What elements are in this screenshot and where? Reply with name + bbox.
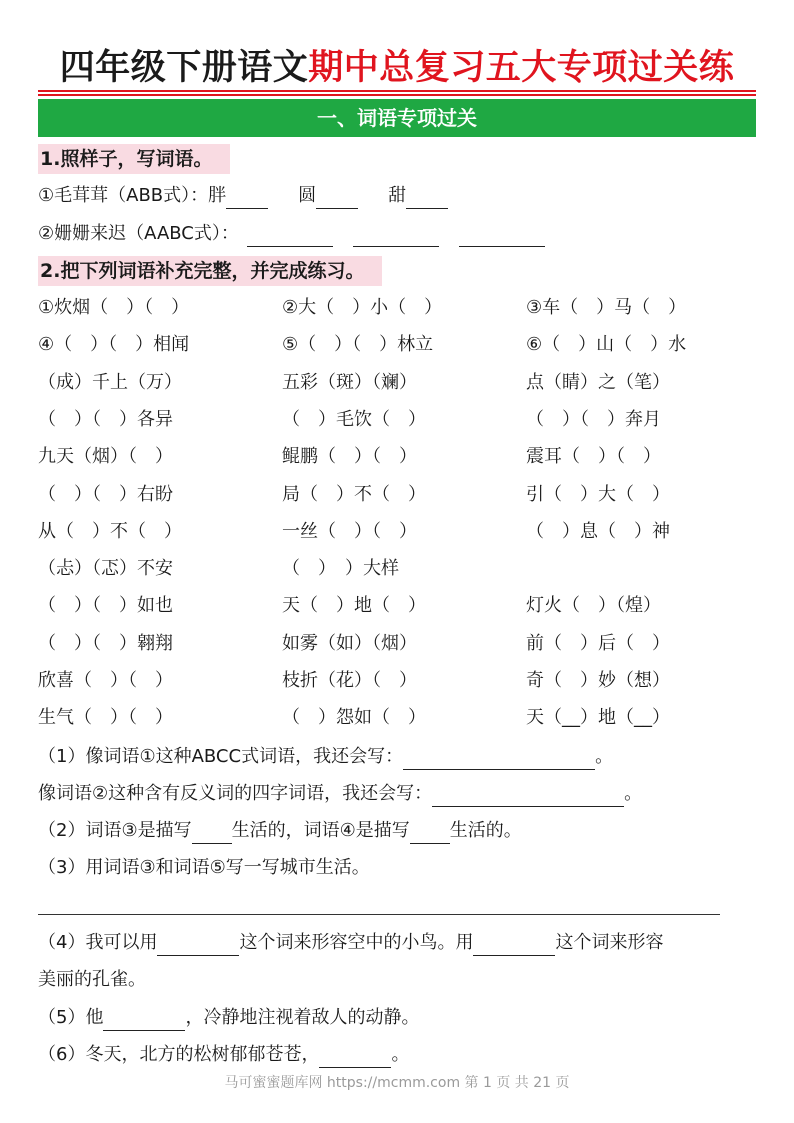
idiom-cell[interactable]: 欣喜（ ）（ ） (38, 670, 173, 691)
idiom-cell[interactable]: （忐）（忑）不安 (38, 558, 173, 579)
exercise-6 (38, 1042, 409, 1068)
exercise-5-text-b: ，冷静地注视着敌人的动静。 (185, 1007, 420, 1028)
idiom-cell[interactable]: （ ）毛饮（ ） (282, 409, 426, 430)
title-black: 四年级下册语文 (59, 48, 309, 88)
exercise-4 (38, 930, 663, 956)
idiom-cell[interactable]: （ ） ）大样 (282, 558, 399, 579)
answer-blank[interactable] (459, 226, 545, 247)
idiom-cell[interactable]: 前（ ）后（ ） (526, 633, 670, 654)
idiom-cell[interactable]: 点（睛）之（笔） (526, 372, 670, 393)
idiom-cell[interactable]: 一丝（ ）（ ） (282, 521, 417, 542)
answer-blank[interactable] (319, 1047, 391, 1068)
answer-blank[interactable] (432, 786, 624, 807)
question-1-line-2 (38, 221, 545, 247)
exercise-4-text-b: 这个词来形容空中的小鸟。用 (239, 932, 474, 953)
exercise-5 (38, 1005, 419, 1031)
idiom-cell[interactable]: （ ）息（ ）神 (526, 521, 670, 542)
idiom-cell[interactable]: 五彩（斑）（斓） (282, 372, 417, 393)
title-underline-top (38, 90, 756, 92)
idiom-cell[interactable]: ①炊烟（ ）（ ） (38, 297, 190, 318)
title-red: 期中总复习五大专项过关练 (308, 48, 735, 88)
idiom-cell[interactable]: （ ）（ ）翱翔 (38, 633, 173, 654)
exercise-2-text-c: 生活的。 (449, 820, 522, 841)
title-underline-bottom (38, 94, 756, 96)
exercise-6-text-a: （6）冬天，北方的松树郁郁苍苍， (38, 1044, 320, 1065)
idiom-cell[interactable]: ②大（ ）小（ ） (282, 297, 443, 318)
idiom-cell[interactable]: 引（ ）大（ ） (526, 484, 670, 505)
idiom-cell[interactable]: 枝折（花）（ ） (282, 670, 417, 691)
answer-blank[interactable] (403, 749, 595, 770)
exercise-4-text-a: （4）我可以用 (38, 932, 158, 953)
answer-blank[interactable] (410, 823, 450, 844)
answer-blank[interactable] (406, 188, 448, 209)
idiom-cell[interactable]: （ ）（ ）如也 (38, 595, 173, 616)
page-title (0, 44, 794, 92)
answer-blank[interactable] (157, 935, 239, 956)
aabc-prefix: ②姗姗来迟（AABC式）： (38, 223, 239, 244)
idiom-cell[interactable]: 鲲鹏（ ）（ ） (282, 446, 417, 467)
exercise-6-text-b: 。 (391, 1044, 410, 1065)
exercise-2 (38, 818, 522, 844)
exercise-1b-end: 。 (624, 783, 643, 804)
answer-blank[interactable] (473, 935, 555, 956)
idiom-cell[interactable]: （ ）（ ）奔月 (526, 409, 661, 430)
exercise-4-text-c: 这个词来形容 (555, 932, 664, 953)
writing-line[interactable] (38, 914, 720, 915)
abb-item-2: 圆 (298, 185, 317, 206)
idiom-cell[interactable]: 生气（ ）（ ） (38, 707, 173, 728)
idiom-cell[interactable]: 灯火（ ）（煌） (526, 595, 661, 616)
exercise-1b (38, 781, 642, 807)
exercise-4-cont: 美丽的孔雀。 (38, 969, 146, 990)
answer-blank[interactable] (247, 226, 333, 247)
answer-blank[interactable] (316, 188, 358, 209)
exercise-1b-text: 像词语②这种含有反义词的四字词语，我还会写： (38, 783, 433, 804)
answer-blank[interactable] (226, 188, 268, 209)
idiom-cell[interactable]: 九天（烟）（ ） (38, 446, 173, 467)
abb-prefix: ①毛茸茸（ABB式）： (38, 185, 209, 206)
idiom-cell[interactable]: 天（ ）地（ ） (282, 595, 426, 616)
idiom-cell[interactable]: （ ）（ ）右盼 (38, 484, 173, 505)
idiom-cell[interactable]: 震耳（ ）（ ） (526, 446, 661, 467)
idiom-cell[interactable]: 如雾（如）（烟） (282, 633, 417, 654)
answer-blank[interactable] (353, 226, 439, 247)
section-header: 一、词语专项过关 (38, 99, 756, 137)
idiom-cell[interactable]: 从（ ）不（ ） (38, 521, 182, 542)
idiom-cell[interactable]: ④（ ）（ ）相闻 (38, 334, 190, 355)
exercise-1a (38, 744, 613, 770)
answer-blank[interactable] (103, 1010, 185, 1031)
abb-item-3: 甜 (388, 185, 407, 206)
exercise-2-text-a: （2）词语③是描写 (38, 820, 192, 841)
exercise-1a-end: 。 (595, 746, 614, 767)
idiom-cell[interactable]: ⑥（ ）山（ ）水 (526, 334, 687, 355)
idiom-cell[interactable]: ③车（ ）马（ ） (526, 297, 687, 318)
exercise-3: （3）用词语③和词语⑤写一写城市生活。 (38, 857, 370, 878)
page-footer: 马可蜜蜜题库网 https://mcmm.com 第 1 页 共 21 页 (224, 1075, 570, 1091)
exercise-2-text-b: 生活的，词语④是描写 (231, 820, 410, 841)
abb-item-1: 胖 (208, 185, 227, 206)
question-1-heading: 1.照样子，写词语。 (38, 144, 230, 174)
question-2-heading: 2.把下列词语补充完整，并完成练习。 (38, 256, 382, 286)
idiom-cell[interactable]: ⑤（ ）（ ）林立 (282, 334, 434, 355)
question-1-line-1 (38, 183, 448, 209)
idiom-cell[interactable]: （ ）（ ）各异 (38, 409, 173, 430)
idiom-cell[interactable]: （ ）怨如（ ） (282, 707, 426, 728)
idiom-cell[interactable]: 天（__）地（__） (526, 707, 670, 728)
exercise-1a-text: （1）像词语①这种ABCC式词语，我还会写： (38, 746, 404, 767)
idiom-cell[interactable]: 局（ ）不（ ） (282, 484, 426, 505)
answer-blank[interactable] (192, 823, 232, 844)
exercise-5-text-a: （5）他 (38, 1007, 104, 1028)
idiom-cell[interactable]: 奇（ ）妙（想） (526, 670, 670, 691)
idiom-cell[interactable]: （成）千上（万） (38, 372, 182, 393)
